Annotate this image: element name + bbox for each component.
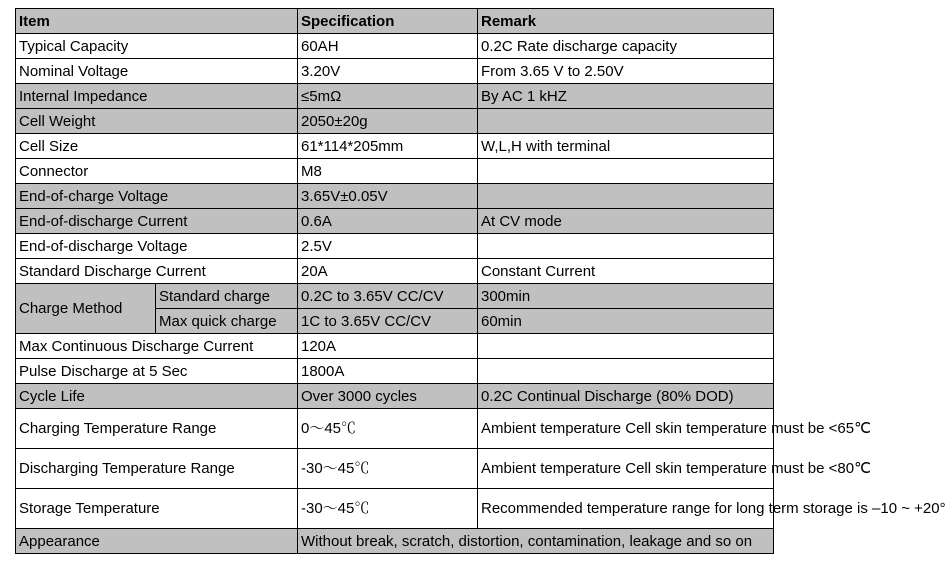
row-remark — [478, 159, 774, 184]
standard-charge-spec: 0.2C to 3.65V CC/CV — [298, 284, 478, 309]
row-spec: 0～45℃ — [298, 409, 478, 449]
row-item: Internal Impedance — [16, 84, 298, 109]
row-item: Storage Temperature — [16, 489, 298, 529]
table-row — [16, 359, 774, 384]
charge-method-standard-row — [16, 284, 774, 309]
row-spec: 61*114*205mm — [298, 134, 478, 159]
row-spec: Over 3000 cycles — [298, 384, 478, 409]
appearance-spec: Without break, scratch, distortion, contamination, leakage and so on — [298, 529, 774, 554]
header-item: Item — [16, 9, 298, 34]
row-spec: 3.20V — [298, 59, 478, 84]
row-spec: 1800A — [298, 359, 478, 384]
table-row — [16, 409, 774, 449]
row-spec: M8 — [298, 159, 478, 184]
row-item: Cycle Life — [16, 384, 298, 409]
appearance-item: Appearance — [16, 529, 298, 554]
row-remark — [478, 234, 774, 259]
row-remark: Recommended temperature range for long term storage is –10 ~ +20° — [478, 489, 774, 529]
row-remark — [478, 184, 774, 209]
row-item: End-of-charge Voltage — [16, 184, 298, 209]
table-header-row — [16, 9, 774, 34]
row-remark: From 3.65 V to 2.50V — [478, 59, 774, 84]
row-spec: 0.6A — [298, 209, 478, 234]
row-remark: By AC 1 kHZ — [478, 84, 774, 109]
row-spec: 120A — [298, 334, 478, 359]
table-row — [16, 134, 774, 159]
table-row — [16, 209, 774, 234]
quick-charge-remark: 60min — [478, 309, 774, 334]
row-item: Cell Size — [16, 134, 298, 159]
row-spec: ≤5mΩ — [298, 84, 478, 109]
row-spec: -30～45℃ — [298, 489, 478, 529]
row-item: Standard Discharge Current — [16, 259, 298, 284]
table-row — [16, 59, 774, 84]
table-row — [16, 384, 774, 409]
table-row — [16, 109, 774, 134]
row-spec: 3.65V±0.05V — [298, 184, 478, 209]
row-remark — [478, 359, 774, 384]
row-item: Cell Weight — [16, 109, 298, 134]
quick-charge-spec: 1C to 3.65V CC/CV — [298, 309, 478, 334]
row-item: End-of-discharge Current — [16, 209, 298, 234]
quick-charge-label: Max quick charge — [156, 309, 298, 334]
row-remark — [478, 109, 774, 134]
standard-charge-label: Standard charge — [156, 284, 298, 309]
row-spec: 20A — [298, 259, 478, 284]
appearance-row — [16, 529, 774, 554]
table-row — [16, 449, 774, 489]
header-specification: Specification — [298, 9, 478, 34]
header-remark: Remark — [478, 9, 774, 34]
row-item: Nominal Voltage — [16, 59, 298, 84]
row-spec: 60AH — [298, 34, 478, 59]
row-spec: 2050±20g — [298, 109, 478, 134]
row-item: Typical Capacity — [16, 34, 298, 59]
table-row — [16, 334, 774, 359]
row-item: End-of-discharge Voltage — [16, 234, 298, 259]
table-row — [16, 159, 774, 184]
row-spec: -30～45℃ — [298, 449, 478, 489]
row-remark: At CV mode — [478, 209, 774, 234]
charge-method-label: Charge Method — [16, 284, 156, 334]
row-item: Connector — [16, 159, 298, 184]
table-row — [16, 234, 774, 259]
row-remark: 0.2C Rate discharge capacity — [478, 34, 774, 59]
row-item: Pulse Discharge at 5 Sec — [16, 359, 298, 384]
specification-table — [15, 8, 946, 554]
table-row — [16, 184, 774, 209]
row-spec: 2.5V — [298, 234, 478, 259]
standard-charge-remark: 300min — [478, 284, 774, 309]
row-item: Discharging Temperature Range — [16, 449, 298, 489]
row-remark — [478, 334, 774, 359]
row-remark: Ambient temperature Cell skin temperature must be <65℃ — [478, 409, 774, 449]
row-remark: Constant Current — [478, 259, 774, 284]
row-remark: W,L,H with terminal — [478, 134, 774, 159]
table-row — [16, 259, 774, 284]
table-row — [16, 84, 774, 109]
row-remark: 0.2C Continual Discharge (80% DOD) — [478, 384, 774, 409]
row-remark: Ambient temperature Cell skin temperature must be <80℃ — [478, 449, 774, 489]
table-row — [16, 34, 774, 59]
row-item: Charging Temperature Range — [16, 409, 298, 449]
table-row — [16, 489, 774, 529]
row-item: Max Continuous Discharge Current — [16, 334, 298, 359]
